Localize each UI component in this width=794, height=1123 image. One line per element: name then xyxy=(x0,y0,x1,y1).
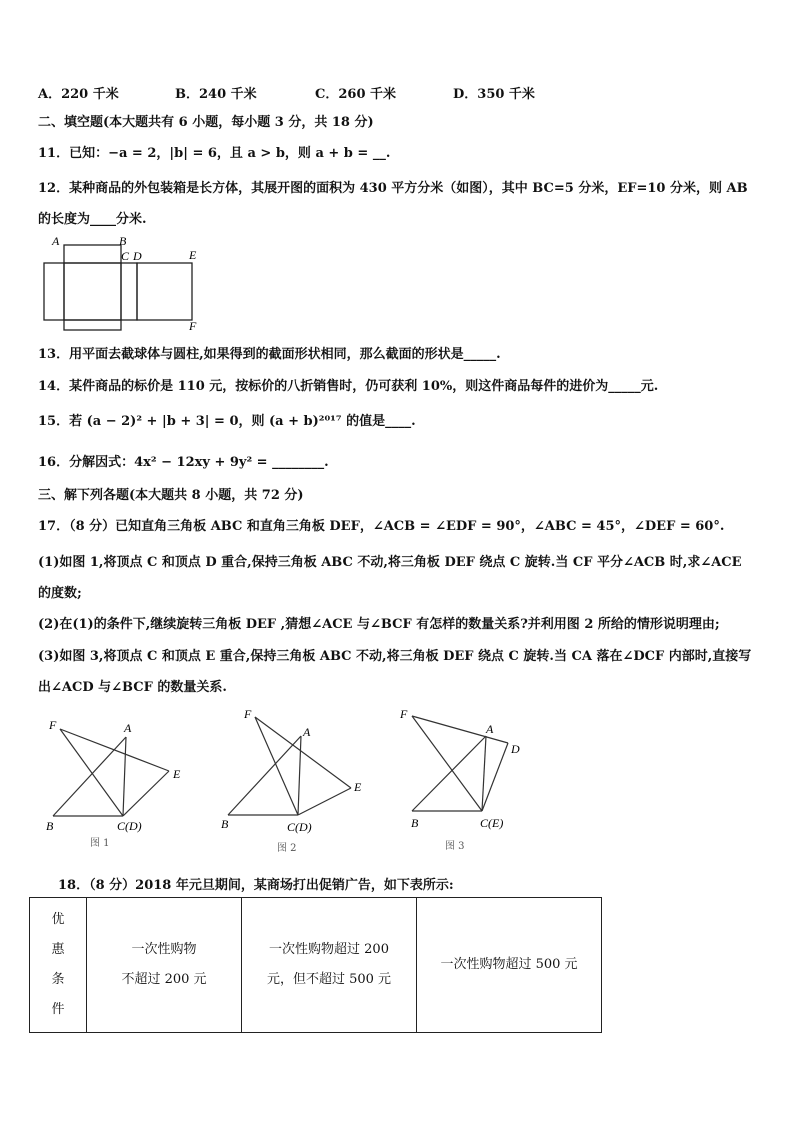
fig2-label-f: F xyxy=(244,707,252,721)
fig2-caption: 图 2 xyxy=(277,843,297,854)
question-12-line2: 的长度为____分米. xyxy=(38,212,147,227)
question-11: 11．已知：−a = 2，|b| = 6，且 a > b，则 a + b = __. xyxy=(38,146,391,161)
fig3-caption: 图 3 xyxy=(445,841,465,852)
section-2-heading: 二、填空题(本大题共有 6 小题，每小题 3 分，共 18 分) xyxy=(38,115,374,130)
fig1-label-e: E xyxy=(173,767,181,781)
header-char: 优 xyxy=(51,912,65,927)
fig1-label-b: B xyxy=(46,819,54,833)
fig3-label-b: B xyxy=(411,816,419,830)
promo-header-cell xyxy=(30,898,87,1033)
header-char: 惠 xyxy=(51,942,65,957)
fig3-label-c: C(E) xyxy=(480,816,504,830)
question-17-part1-line2: 的度数; xyxy=(38,586,82,601)
label-b: B xyxy=(119,234,127,248)
question-13: 13．用平面去截球体与圆柱,如果得到的截面形状相同，那么截面的形状是_____. xyxy=(38,347,501,362)
promo-tier-3-cell: 一次性购物超过 500 元 xyxy=(417,898,602,1033)
fig1-caption: 图 1 xyxy=(90,838,110,849)
question-17-intro: 17．（8 分）已知直角三角板 ABC 和直角三角板 DEF，∠ACB = ∠EDF = 90°，∠ABC = 45°，∠DEF = 60°. xyxy=(38,519,725,534)
option-d: D．350 千米 xyxy=(453,87,535,102)
tier-2-line: 一次性购物超过 200 xyxy=(269,942,389,957)
question-15: 15．若 (a − 2)² + |b + 3| = 0，则 (a + b)²⁰¹⁷ 的值是____. xyxy=(38,414,416,429)
option-b: B．240 千米 xyxy=(175,87,257,102)
question-14: 14．某件商品的标价是 110 元，按标价的八折销售时，仍可获利 10%，则这件商品每件的进价为_____元. xyxy=(38,379,659,394)
fig3-label-d: D xyxy=(511,742,520,756)
label-c: C xyxy=(121,249,130,263)
label-a: A xyxy=(52,234,60,248)
fig1-label-a: A xyxy=(124,721,132,735)
question-17-part3-line1: (3)如图 3,将顶点 C 和顶点 E 重合,保持三角板 ABC 不动,将三角板 DEF 绕点 C 旋转.当 CA 落在∠DCF 内部时,直接写 xyxy=(38,649,752,664)
promotion-table xyxy=(29,897,602,1033)
question-17-part1-line1: (1)如图 1,将顶点 C 和顶点 D 重合,保持三角板 ABC 不动,将三角板 DEF 绕点 C 旋转.当 CF 平分∠ACB 时,求∠ACE xyxy=(38,555,742,570)
label-d: D xyxy=(133,249,142,263)
fig3-label-f: F xyxy=(400,707,408,721)
figure-1 xyxy=(40,712,200,862)
fig2-label-e: E xyxy=(354,780,362,794)
tier-1-line: 不超过 200 元 xyxy=(121,972,207,987)
promo-tier-2-cell xyxy=(242,898,417,1033)
label-e: E xyxy=(189,248,197,262)
fig1-label-c: C(D) xyxy=(117,819,142,833)
question-16: 16．分解因式：4x² − 12xy + 9y² = ________. xyxy=(38,455,329,470)
fig2-label-c: C(D) xyxy=(287,820,312,834)
section-3-heading: 三、解下列各题(本大题共 8 小题，共 72 分) xyxy=(38,488,304,503)
option-c: C．260 千米 xyxy=(315,87,397,102)
label-f: F xyxy=(189,319,197,333)
option-a: A．220 千米 xyxy=(38,87,119,102)
question-18-intro: 18．（8 分）2018 年元旦期间，某商场打出促销广告，如下表所示: xyxy=(58,878,454,893)
question-17-part3-line2: 出∠ACD 与∠BCF 的数量关系. xyxy=(38,680,227,695)
promo-tier-1-cell xyxy=(87,898,242,1033)
fig2-label-b: B xyxy=(221,817,229,831)
box-net-figure xyxy=(38,233,238,333)
figure-3 xyxy=(400,703,560,853)
fig1-label-f: F xyxy=(49,718,57,732)
question-17-part2: (2)在(1)的条件下,继续旋转三角板 DEF ,猜想∠ACE 与∠BCF 有怎样的数量关系?并利用图 2 所给的情形说明理由; xyxy=(38,617,720,632)
header-char: 条 xyxy=(51,972,65,987)
question-12-line1: 12．某种商品的外包装箱是长方体，其展开图的面积为 430 平方分米（如图），其中 BC=5 分米，EF=10 分米，则 AB xyxy=(38,181,748,196)
tier-2-line: 元，但不超过 500 元 xyxy=(266,972,392,987)
tier-1-line: 一次性购物 xyxy=(131,942,197,957)
fig3-label-a: A xyxy=(486,722,494,736)
fig2-label-a: A xyxy=(303,725,311,739)
header-char: 件 xyxy=(51,1002,65,1017)
figure-2 xyxy=(215,703,375,853)
